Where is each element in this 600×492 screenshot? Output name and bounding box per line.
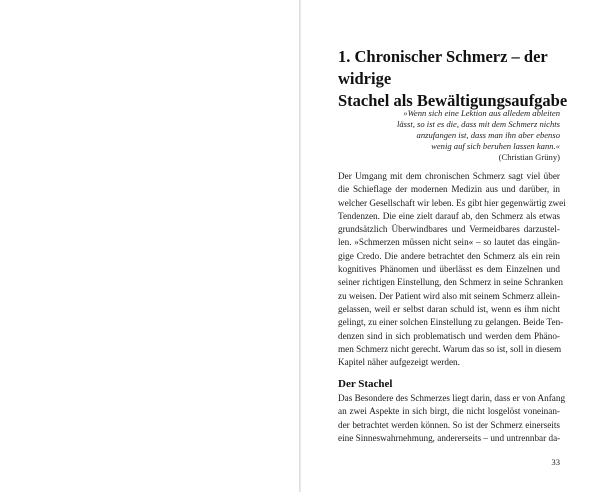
text-line: Tendenzen. Die eine zielt darauf ab, den Schmerz als etwas	[338, 210, 560, 221]
text-line: kognitives Phänomen und überlässt es dem Einzelnen und	[338, 264, 560, 275]
chapter-title-line-1: 1. Chronischer Schmerz – der widrige	[338, 47, 548, 88]
text-line: seiner richtigen Einstellung, den Schmerz in seine Schranken	[338, 277, 564, 288]
text-line: welcher Gesellschaft wir leben. Es gibt hier gegenwärtig zwei	[338, 197, 566, 208]
text-line: men Schmerz nicht gerecht. Warum das so ist, soll in diesem	[338, 343, 562, 354]
text-line: Der Umgang mit dem chronischen Schmerz sagt viel über	[338, 171, 560, 181]
text-line: der betrachtet werden können. So ist der Schmerz einerseits	[338, 419, 560, 430]
epigraph-line: lässt, so ist es die, dass mit dem Schmerz nichts	[396, 119, 560, 129]
epigraph-author: (Christian Grüny)	[498, 152, 560, 162]
text-line: Das Besondere des Schmerzes liegt darin, dass er von Anfang	[338, 393, 566, 403]
right-page	[301, 0, 600, 492]
text-line: Kapitel näher aufgezeigt werden.	[338, 357, 460, 368]
paragraph-stachel	[338, 392, 566, 445]
paragraph-intro	[338, 170, 566, 369]
epigraph-quote	[361, 108, 560, 152]
chapter-title	[338, 46, 578, 112]
text-line: an zwei Aspekte in sich birgt, die nicht losgelöst voneinan-	[338, 406, 560, 417]
text-line: gige Credo. Die andere betrachtet den Schmerz als ein rein	[338, 250, 560, 261]
text-line: len. »Schmerzen müssen nicht sein« – so lautet das eingän-	[338, 237, 560, 248]
text-line: denzen sind in sich problematisch und werden dem Phäno-	[338, 330, 560, 341]
epigraph-line: anzufangen ist, dass man ihn aber ebenso	[416, 130, 560, 140]
page-number: 33	[551, 457, 560, 467]
text-line: gelassen, weil er selbst daran schuld ist, wenn es ihm nicht	[338, 303, 560, 314]
epigraph-line: »Wenn sich eine Lektion aus alledem ableiten	[403, 108, 560, 118]
text-line: gelingt, zu einer solchen Einstellung zu gelangen. Beide Ten-	[338, 317, 564, 328]
left-page-blank	[0, 0, 299, 492]
section-heading: Der Stachel	[338, 378, 393, 391]
epigraph-line: wenig auf sich beruhen lassen kann.«	[431, 141, 560, 151]
text-line: zu weisen. Der Patient wird also mit seinem Schmerz allein-	[338, 290, 560, 301]
text-line: eine Sinneswahrnehmung, andererseits – und untrennbar da-	[338, 432, 561, 443]
chapter-title-line-2: Stachel als Bewältigungsaufgabe	[338, 91, 568, 110]
text-line: die Schieflage der modernen Medizin aus und darüber, in	[338, 184, 560, 195]
text-line: grundsätzlich Überwindbares und Vermeidbares darzustel-	[338, 224, 560, 235]
